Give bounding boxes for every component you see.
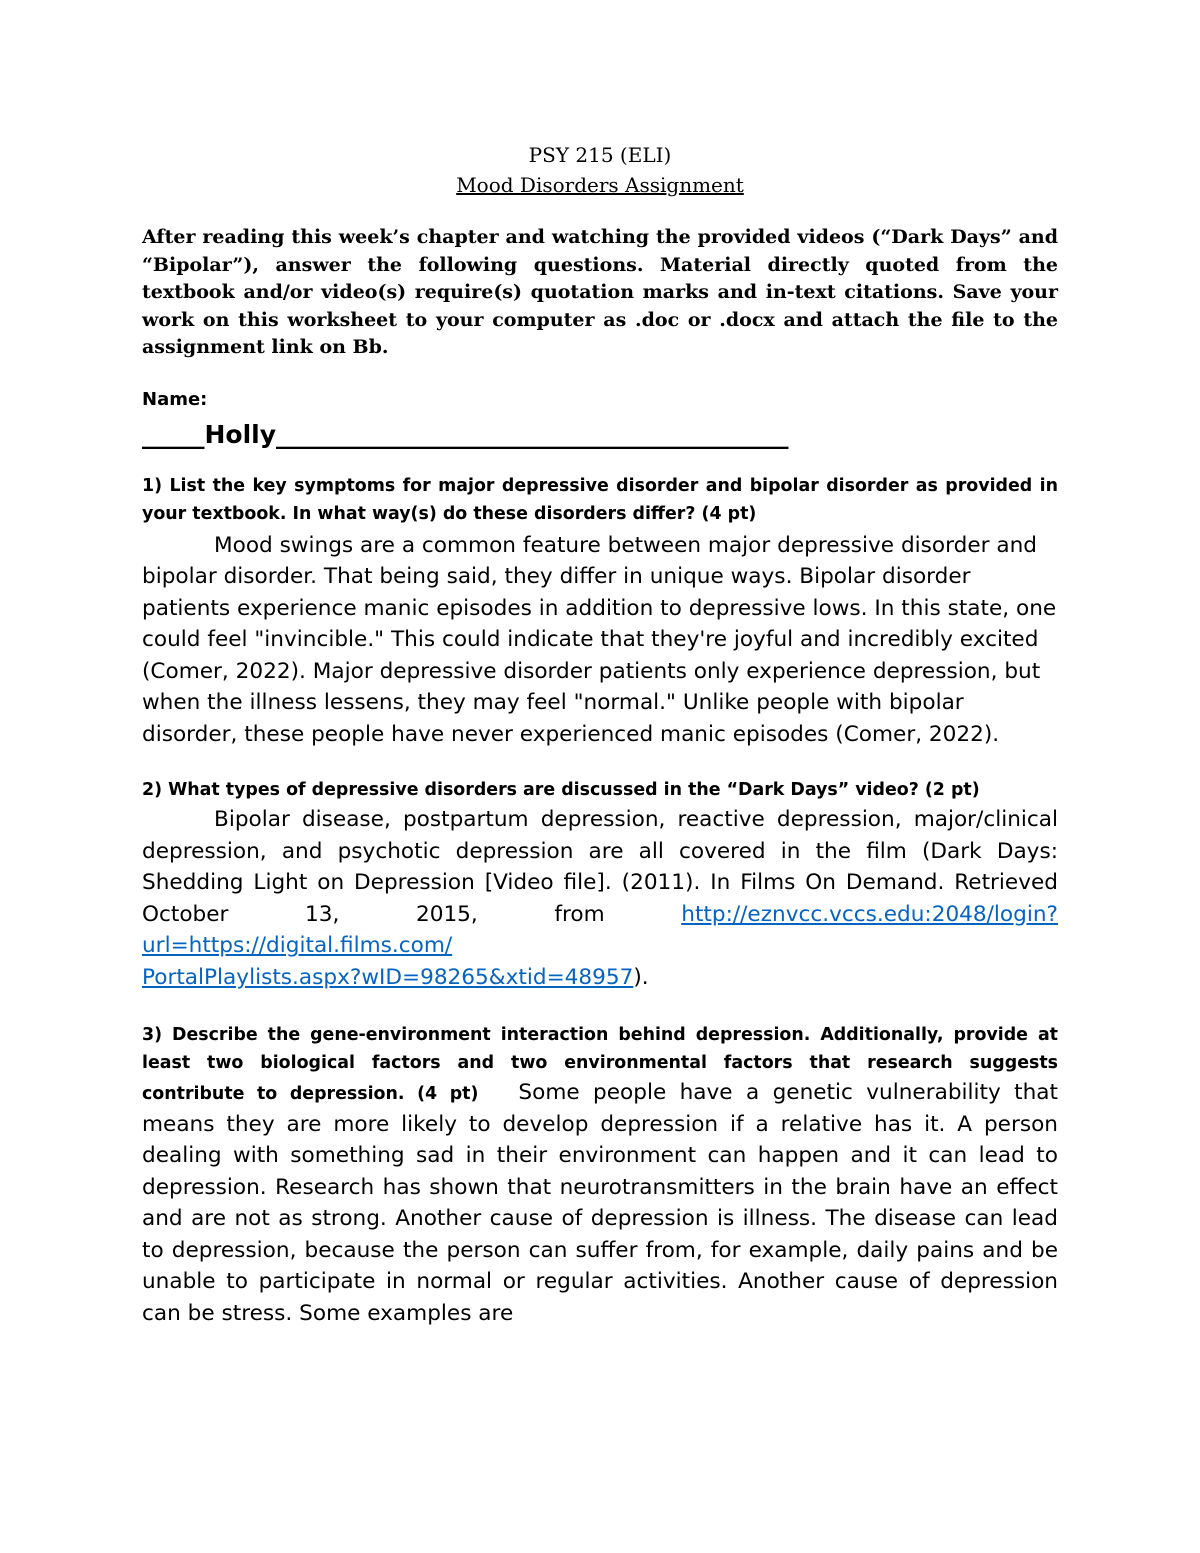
instructions-paragraph: After reading this week’s chapter and watching the provided videos (“Dark Days” and “Bipolar”), answer the following questions. Material directly quoted from the textbook and/or video(s) require(s) quotation marks and in-text citations. Save your work on this worksheet to your computer as .doc or .docx and attach the file to the assignment link on Bb. <box>142 226 1058 358</box>
question-1: 1) List the key symptoms for major depressive disorder and bipolar disorder as provided in your textbook. In what way(s) do these disorders differ? (4 pt) <box>142 475 1058 524</box>
name-label: Name: <box>142 388 208 410</box>
question-2: 2) What types of depressive disorders are discussed in the “Dark Days” video? (2 pt) <box>142 780 980 800</box>
answer-2-text: Bipolar disease, postpartum depression, reactive depression, major/clinical depression, and psychotic depression are all covered in the film (Dark Days: Shedding Light on Depression [Video file]. (2011). In Films On Demand. Retrieved October 13, 2015, from <box>142 807 1058 927</box>
answer-3: Some people have a genetic vulnerability that means they are more likely to develop depression if a relative has it. A person dealing with something sad in their environment can happen and it can lead to depression. Research has shown that neurotransmitters in the brain have an effect and are not as strong. Another cause of depression is illness. The disease can lead to depression, because the person can suffer from, for example, daily pains and be unable to participate in normal or regular activities. Another cause of depression can be stress. Some examples are <box>142 1080 1059 1326</box>
name-value: _____Holly_________________________________________ <box>142 419 789 449</box>
question-3: 3) Describe the gene-environment interaction behind depression. Additionally, provide at least two biological factors and two environmental factors that research suggests contribute to depression. (4 pt) <box>142 1025 1058 1104</box>
course-code: PSY 215 (ELI) <box>528 143 672 167</box>
question-3-block <box>142 1021 1058 1329</box>
answer-1: Mood swings are a common feature between major depressive disorder and bipolar disorder. That being said, they differ in unique ways. Bipolar disorder patients experience manic episodes in addition to depressive lows. In this state, one could feel "invincible." This could indicate that they're joyful and incredibly excited (Comer, 2022). Major depressive disorder patients only experience depression, but when the illness lessens, they may feel "normal." Unlike people with bipolar disorder, these people have never experienced manic episodes (Comer, 2022). <box>142 532 1057 747</box>
film-link-part-2[interactable]: PortalPlaylists.aspx?wID=98265&xtid=48957 <box>142 964 634 990</box>
document-page <box>142 140 1058 1329</box>
answer-2-closing: ). <box>633 964 649 990</box>
film-link-part-1[interactable]: http://eznvcc.vccs.edu:2048/login?url=https://digital.films.com/ <box>142 901 1058 958</box>
answer-2 <box>142 804 1058 993</box>
assignment-title: Mood Disorders Assignment <box>456 173 744 197</box>
